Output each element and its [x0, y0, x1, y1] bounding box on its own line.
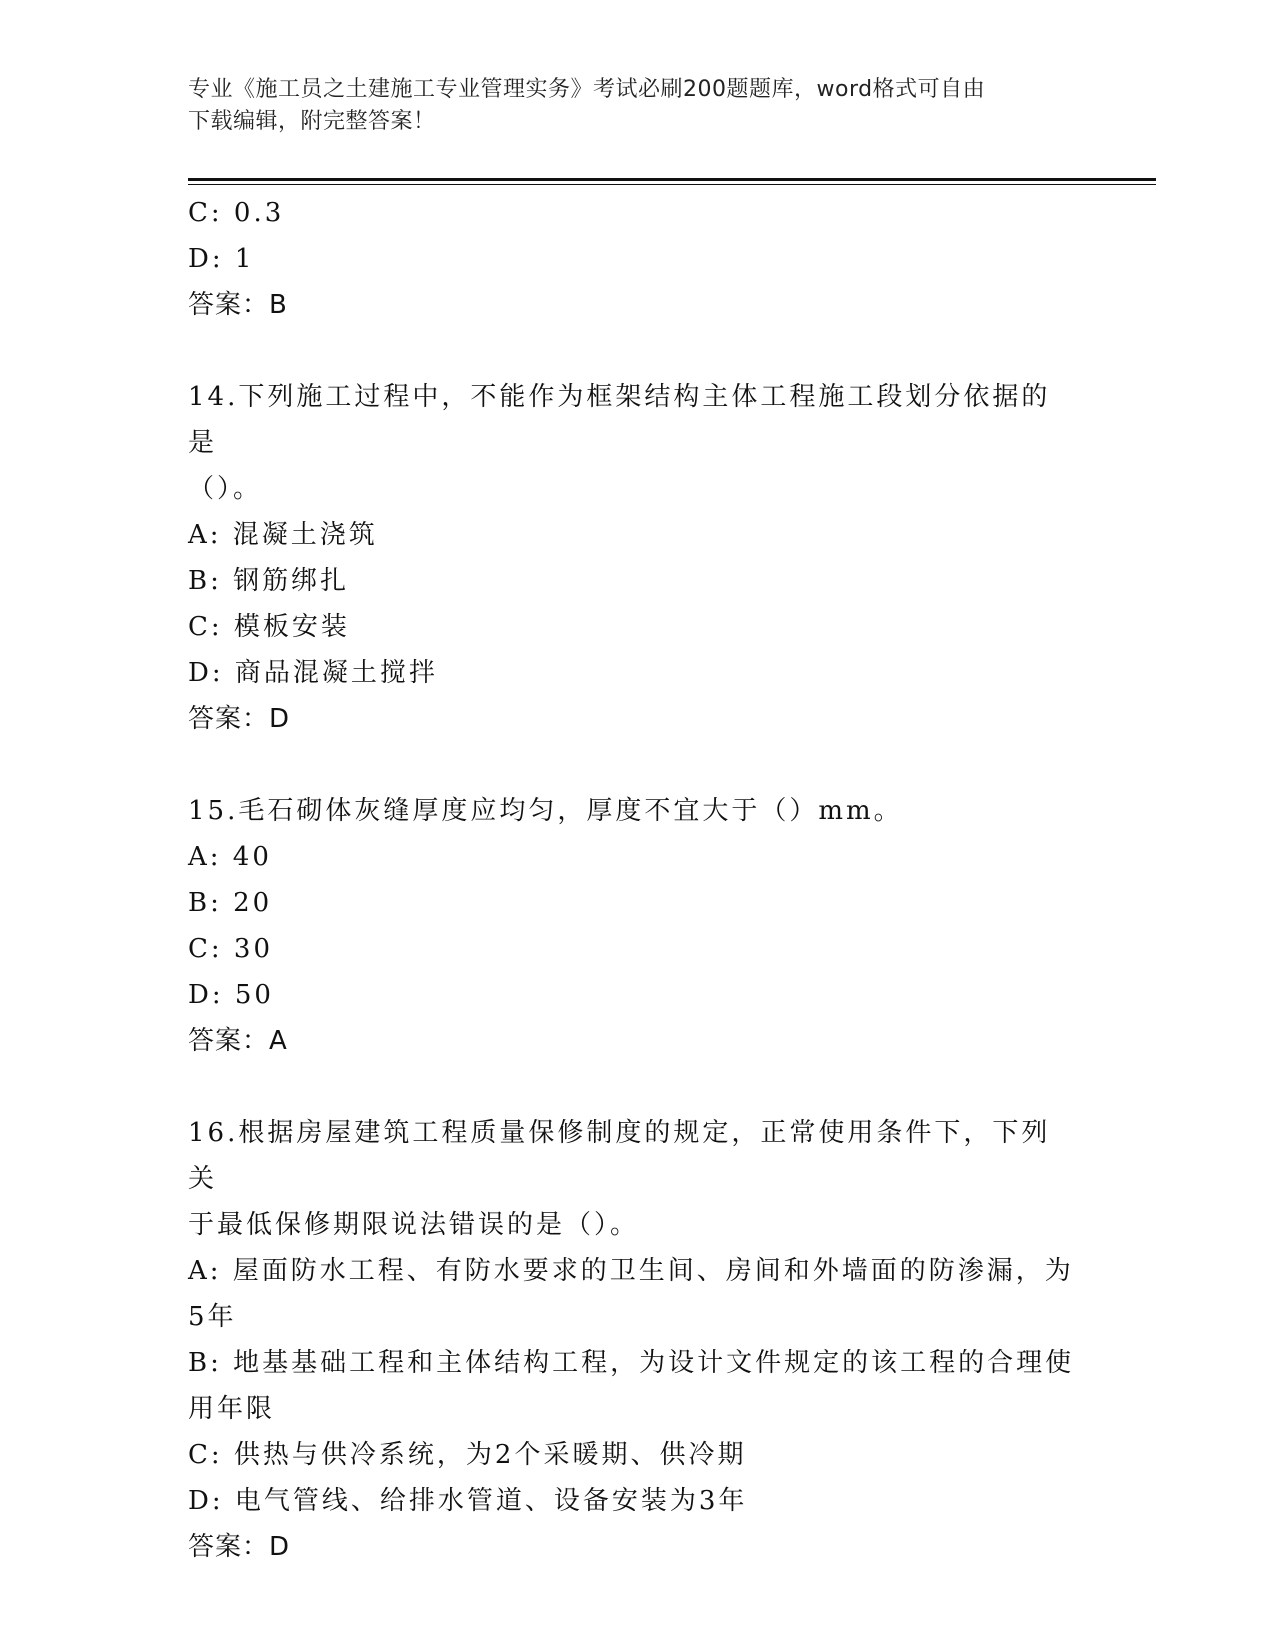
question-stem-cont: （）。 [188, 474, 263, 504]
header-line-2: 下载编辑，附完整答案！ [188, 109, 436, 134]
option-d: D: 1 [188, 244, 255, 274]
question-16 [188, 1110, 1078, 1570]
option-b-cont: 用年限 [188, 1394, 276, 1424]
option-a: A: 屋面防水工程、有防水要求的卫生间、房间和外墙面的防渗漏，为 [188, 1256, 1074, 1286]
option-c: C: 30 [188, 934, 274, 964]
question-stem: 15.毛石砌体灰缝厚度应均匀，厚度不宜大于（）mm。 [188, 796, 903, 826]
question-stem: 14.下列施工过程中，不能作为框架结构主体工程施工段划分依据的是 [188, 382, 1051, 458]
option-d: D: 电气管线、给排水管道、设备安装为3年 [188, 1486, 748, 1516]
spacer [188, 328, 1078, 374]
option-c: C: 0.3 [188, 198, 285, 228]
question-15 [188, 788, 1078, 1064]
page-header [188, 74, 1088, 138]
option-c: C: 供热与供冷系统，为2个采暖期、供冷期 [188, 1440, 747, 1470]
spacer [188, 1064, 1078, 1110]
answer-line: 答案：B [188, 290, 288, 320]
answer-line: 答案：D [188, 704, 291, 734]
option-d: D: 商品混凝土搅拌 [188, 658, 438, 688]
option-b: B: 钢筋绑扎 [188, 566, 350, 596]
header-rule-thick [188, 178, 1156, 181]
question-stem: 16.根据房屋建筑工程质量保修制度的规定，正常使用条件下，下列关 [188, 1118, 1051, 1194]
option-a: A: 混凝土浇筑 [188, 520, 378, 550]
option-a-cont: 5年 [188, 1302, 237, 1332]
option-c: C: 模板安装 [188, 612, 350, 642]
answer-line: 答案：A [188, 1026, 288, 1056]
header-line-1: 专业《施工员之土建施工专业管理实务》考试必刷200题题库，word格式可自由 [188, 77, 986, 102]
spacer [188, 742, 1078, 788]
question-content [188, 190, 1078, 1570]
question-stem-cont: 于最低保修期限说法错误的是（）。 [188, 1210, 640, 1240]
header-rule-thin [188, 184, 1156, 185]
option-b: B: 地基基础工程和主体结构工程，为设计文件规定的该工程的合理使 [188, 1348, 1075, 1378]
question-13-tail [188, 190, 1078, 328]
answer-line: 答案：D [188, 1532, 291, 1562]
option-b: B: 20 [188, 888, 273, 918]
option-d: D: 50 [188, 980, 274, 1010]
option-a: A: 40 [188, 842, 272, 872]
question-14 [188, 374, 1078, 742]
